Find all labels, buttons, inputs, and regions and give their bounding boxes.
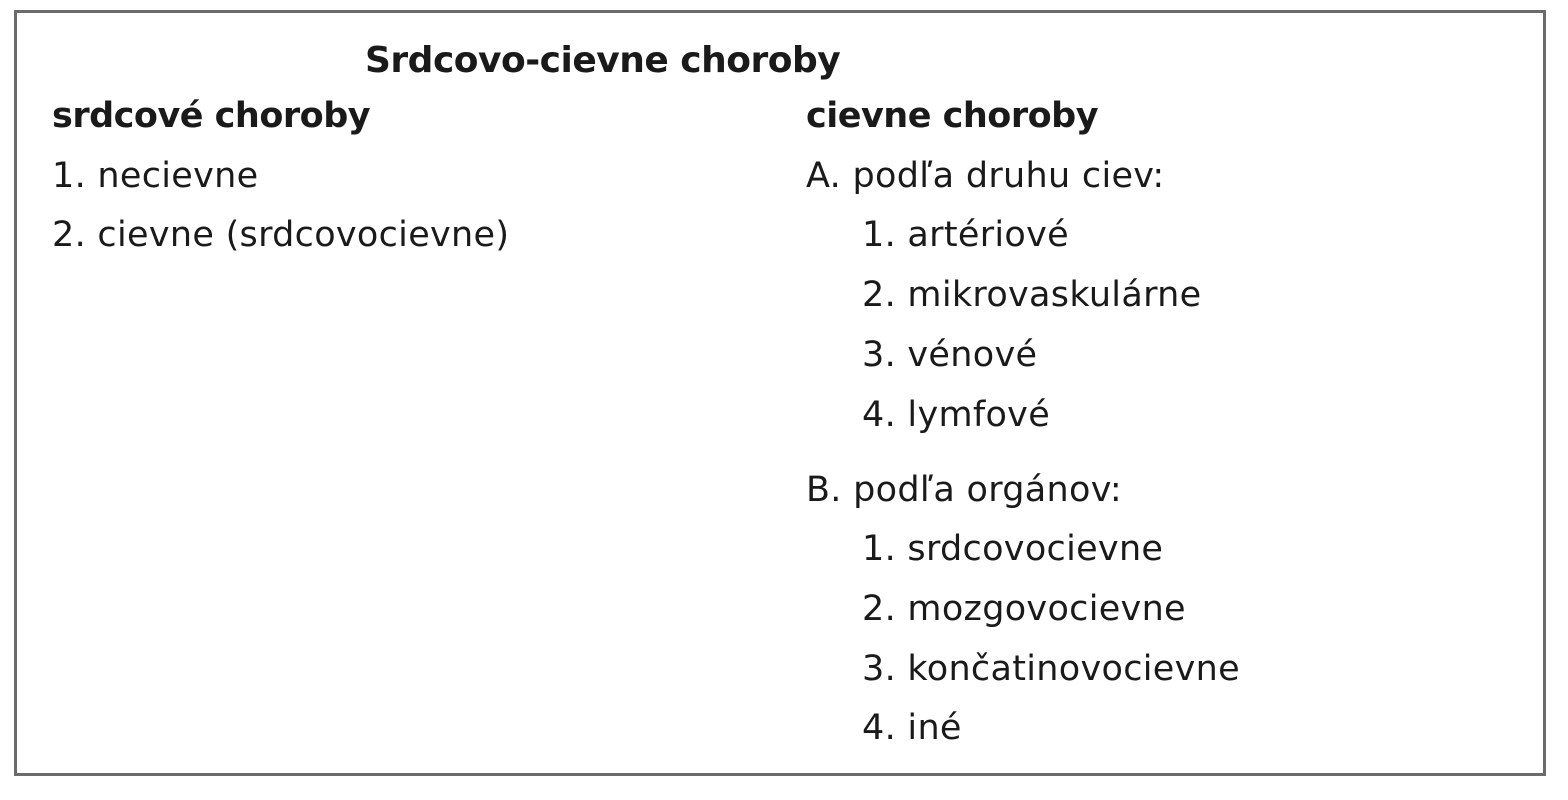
list-item: 3. končatinovocievne — [862, 649, 1240, 689]
list-item: 4. iné — [862, 708, 962, 748]
heading-vascular-diseases: cievne choroby — [806, 96, 1099, 136]
list-item: 1. necievne — [52, 156, 259, 196]
group-label-by-vessel-type: A. podľa druhu ciev: — [806, 156, 1165, 196]
group-label-by-organ: B. podľa orgánov: — [806, 470, 1122, 510]
list-item: 4. lymfové — [862, 395, 1051, 435]
heading-cardiac-diseases: srdcové choroby — [52, 96, 371, 136]
table-title: Srdcovo-cievne choroby — [365, 40, 841, 81]
list-item: 2. cievne (srdcovocievne) — [52, 215, 510, 255]
list-item: 2. mikrovaskulárne — [862, 275, 1202, 315]
list-item: 1. artériové — [862, 215, 1069, 255]
list-item: 2. mozgovocievne — [862, 589, 1186, 629]
list-item: 1. srdcovocievne — [862, 529, 1164, 569]
list-item: 3. vénové — [862, 335, 1038, 375]
